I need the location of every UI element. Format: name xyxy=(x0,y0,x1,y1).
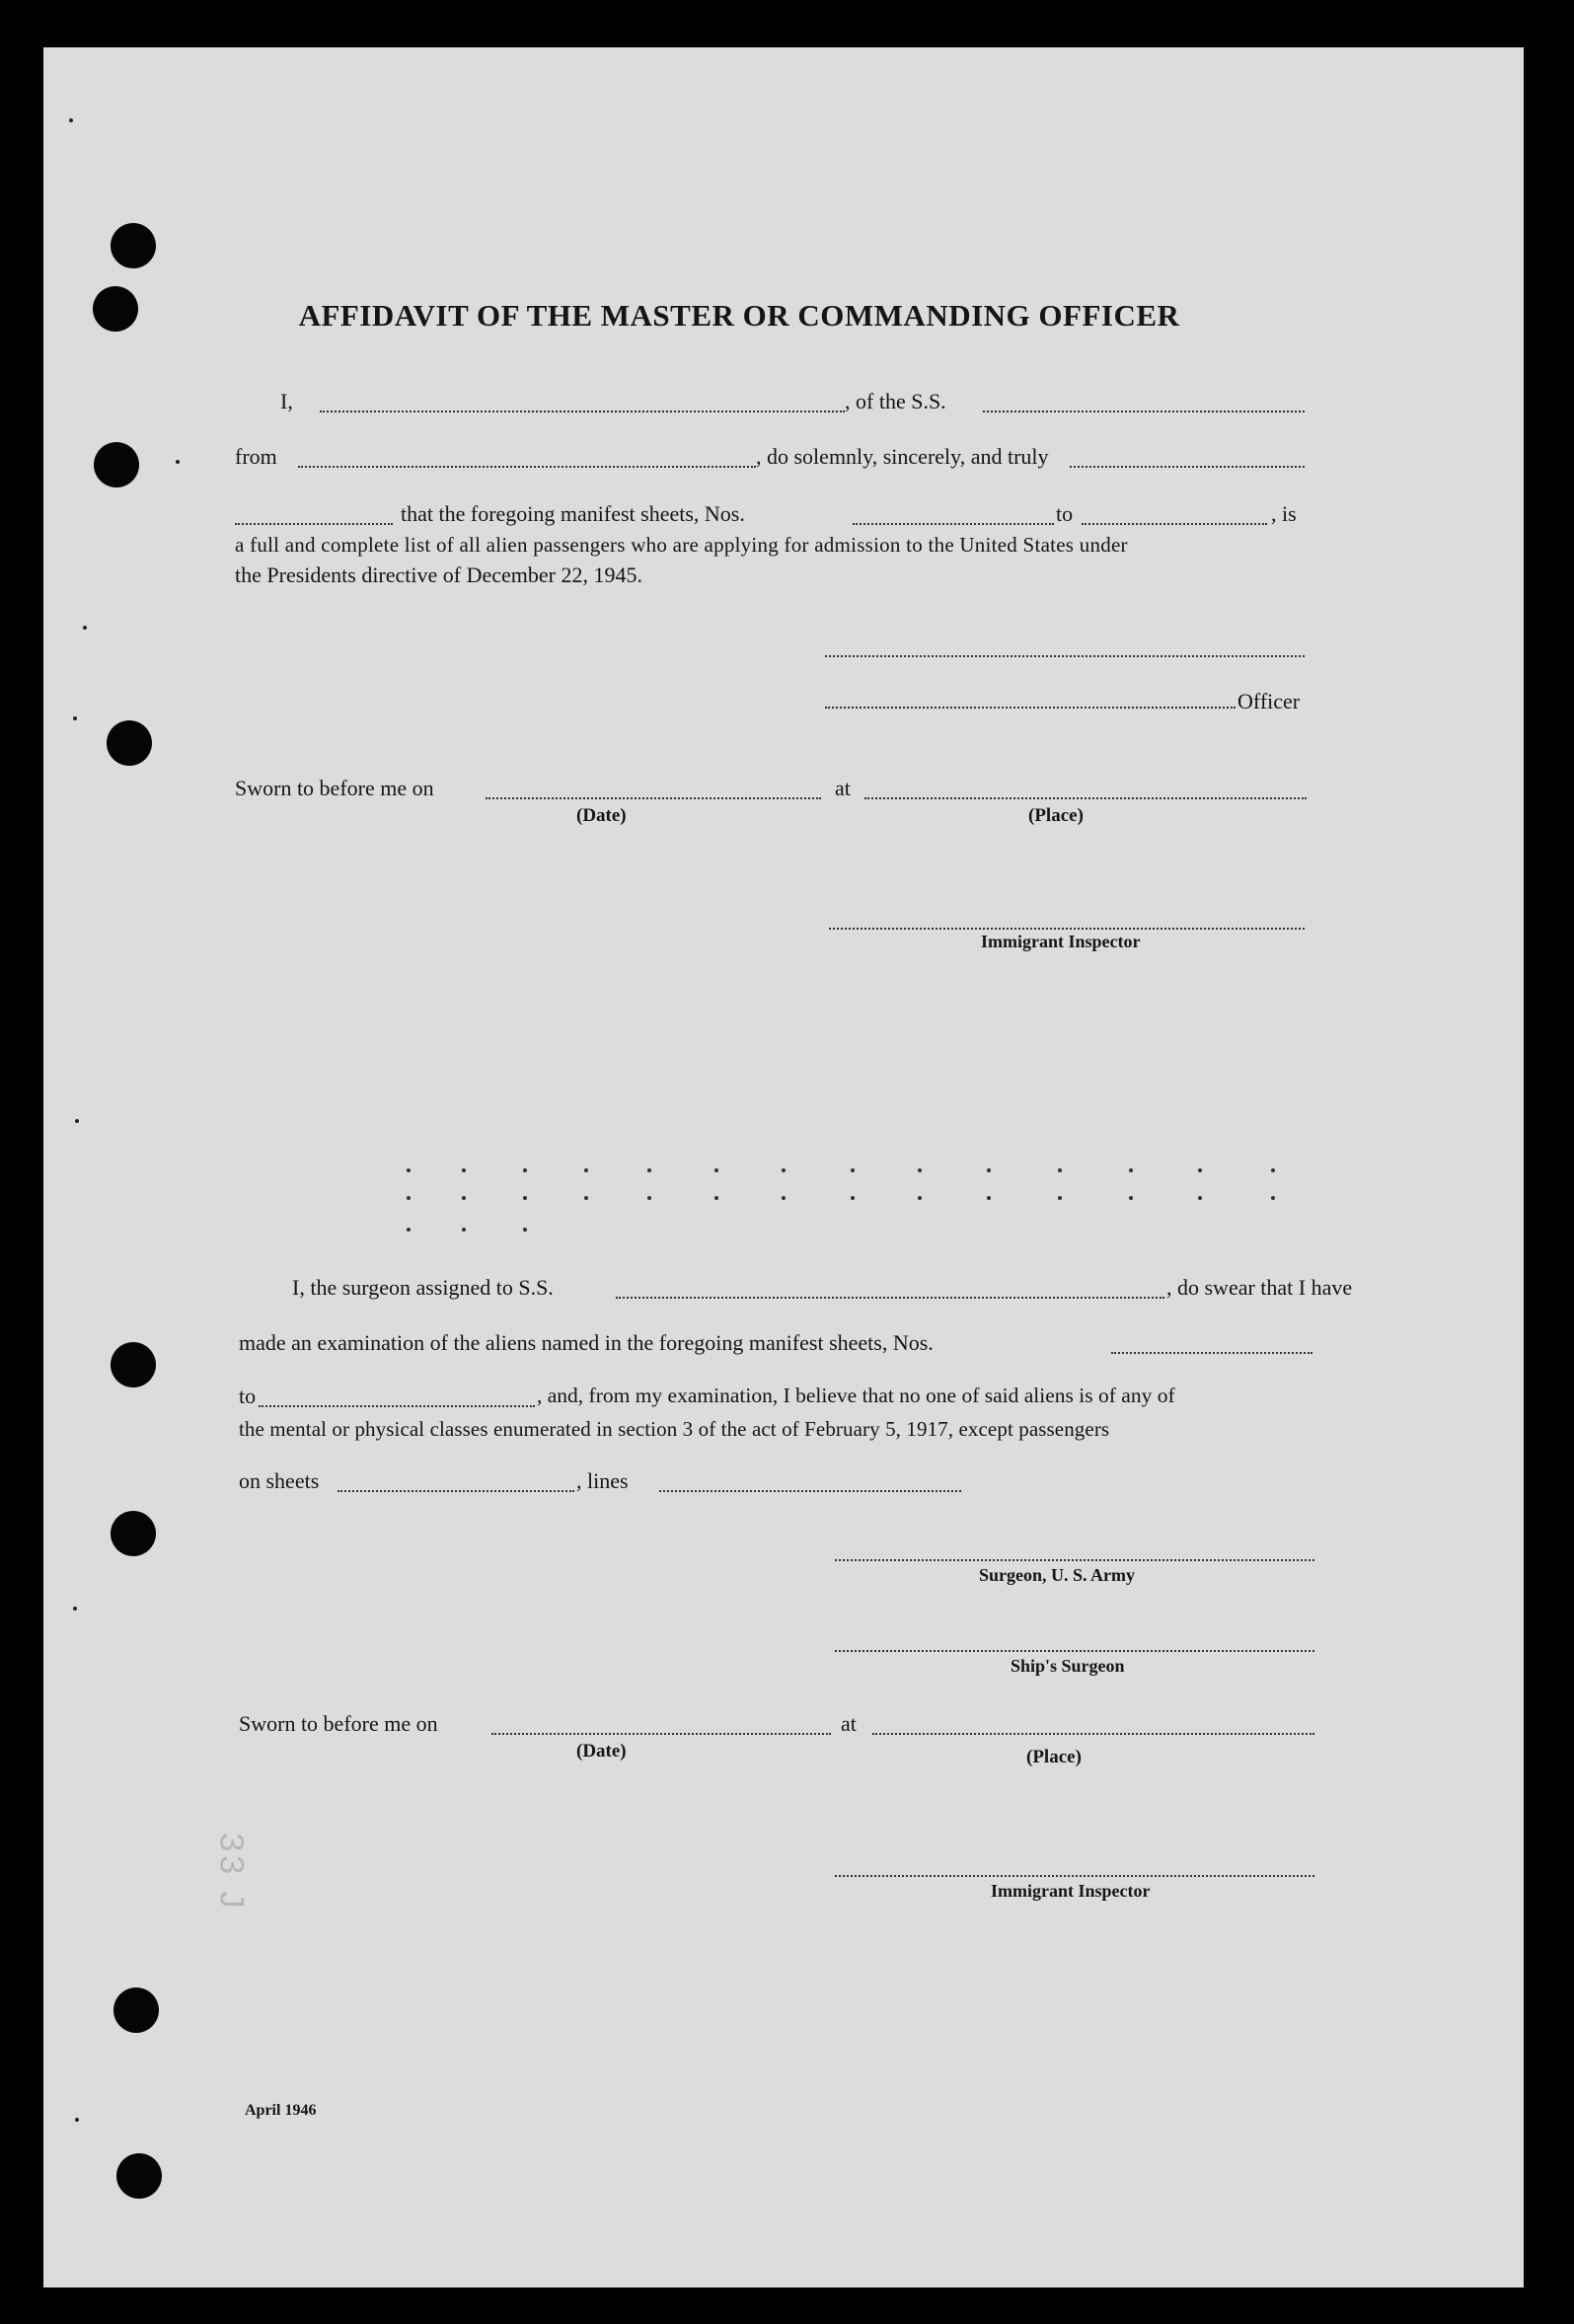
ink-speck xyxy=(73,716,77,720)
from-label: from xyxy=(235,444,277,469)
excepted-lines-field[interactable] xyxy=(659,1490,961,1492)
surgeon-intro-label: I, the surgeon assigned to S.S. xyxy=(292,1275,554,1300)
ships-surgeon-signature-line[interactable] xyxy=(835,1650,1314,1652)
surgeon-sworn-place-field[interactable] xyxy=(872,1733,1314,1735)
officer-label: Officer xyxy=(1237,689,1301,713)
surgeon-ship-field[interactable] xyxy=(616,1297,1164,1299)
surgeon-sworn-date-field[interactable] xyxy=(491,1733,831,1735)
oath-word-field-a[interactable] xyxy=(1070,466,1305,468)
on-sheets-label: on sheets xyxy=(239,1468,320,1493)
date-caption: (Date) xyxy=(576,805,627,826)
inspector-signature-line[interactable] xyxy=(829,928,1305,930)
place-caption: (Place) xyxy=(1028,805,1084,826)
sworn-label: Sworn to before me on xyxy=(235,776,434,800)
affidavit-i-label: I, xyxy=(280,389,293,413)
punch-hole xyxy=(107,720,152,766)
of-the-ss-label: , of the S.S. xyxy=(845,389,946,413)
affidavit-text-line: a full and complete list of all alien passengers who are applying for admission to the United States under xyxy=(235,533,1128,557)
surgeon-text-line: , and, from my examination, I believe that no one of said aliens is of any of xyxy=(537,1384,1175,1407)
surgeon-text-line: the mental or physical classes enumerated in section 3 of the act of February 5, 1917, except passengers xyxy=(239,1417,1110,1441)
surgeon-place-caption: (Place) xyxy=(1026,1747,1082,1767)
oath-word-field-b[interactable] xyxy=(235,523,393,525)
ink-speck xyxy=(176,460,180,464)
army-surgeon-caption: Surgeon, U. S. Army xyxy=(979,1565,1136,1585)
solemnly-label: , do solemnly, sincerely, and truly xyxy=(756,444,1049,469)
master-name-field[interactable] xyxy=(320,411,845,412)
ink-speck xyxy=(69,118,73,122)
army-surgeon-signature-line[interactable] xyxy=(835,1559,1314,1561)
punch-hole xyxy=(111,1511,156,1556)
margin-stamp: 33 J xyxy=(212,1833,251,1912)
ink-speck xyxy=(75,1119,79,1123)
punch-hole xyxy=(116,2153,162,2199)
punch-hole xyxy=(111,1342,156,1387)
is-label: , is xyxy=(1271,501,1297,526)
form-title: AFFIDAVIT OF THE MASTER OR COMMANDING OFFICER xyxy=(298,298,1180,333)
ink-speck xyxy=(75,2118,79,2122)
ink-speck xyxy=(83,626,87,630)
master-signature-line[interactable] xyxy=(825,655,1305,657)
surgeon-sworn-label: Sworn to before me on xyxy=(239,1711,438,1736)
ship-name-field[interactable] xyxy=(983,411,1305,412)
sworn-place-field[interactable] xyxy=(864,797,1307,799)
surgeon-inspector-caption: Immigrant Inspector xyxy=(991,1881,1151,1901)
form-revision-date: April 1946 xyxy=(245,2102,317,2119)
officer-title-line[interactable] xyxy=(825,707,1236,709)
sworn-date-field[interactable] xyxy=(486,797,821,799)
surgeon-date-caption: (Date) xyxy=(576,1741,627,1762)
ships-surgeon-caption: Ship's Surgeon xyxy=(1011,1656,1125,1676)
punch-hole xyxy=(111,223,156,268)
surgeon-inspector-signature-line[interactable] xyxy=(835,1875,1314,1877)
surgeon-text-line: made an examination of the aliens named in the foregoing manifest sheets, Nos. xyxy=(239,1330,934,1355)
sheets-from-field[interactable] xyxy=(853,523,1054,525)
surgeon-at-label: at xyxy=(841,1711,857,1736)
sheets-to-field[interactable] xyxy=(1082,523,1267,525)
lines-label: , lines xyxy=(576,1468,629,1493)
affidavit-text-line: the Presidents directive of December 22, 1945. xyxy=(235,562,642,587)
surgeon-sheets-to-field[interactable] xyxy=(259,1405,535,1407)
excepted-sheets-field[interactable] xyxy=(337,1490,574,1492)
to-label: to xyxy=(1056,501,1074,526)
form-page xyxy=(43,47,1524,2287)
at-label: at xyxy=(835,776,851,800)
surgeon-sheets-from-field[interactable] xyxy=(1111,1352,1312,1354)
inspector-caption: Immigrant Inspector xyxy=(981,932,1141,951)
do-swear-label: , do swear that I have xyxy=(1166,1275,1353,1300)
manifest-sheets-label: that the foregoing manifest sheets, Nos. xyxy=(401,501,745,526)
punch-hole xyxy=(94,442,139,487)
ink-speck xyxy=(73,1607,77,1611)
punch-hole xyxy=(113,1987,159,2033)
surgeon-to-label: to xyxy=(239,1384,257,1408)
port-from-field[interactable] xyxy=(298,466,756,468)
